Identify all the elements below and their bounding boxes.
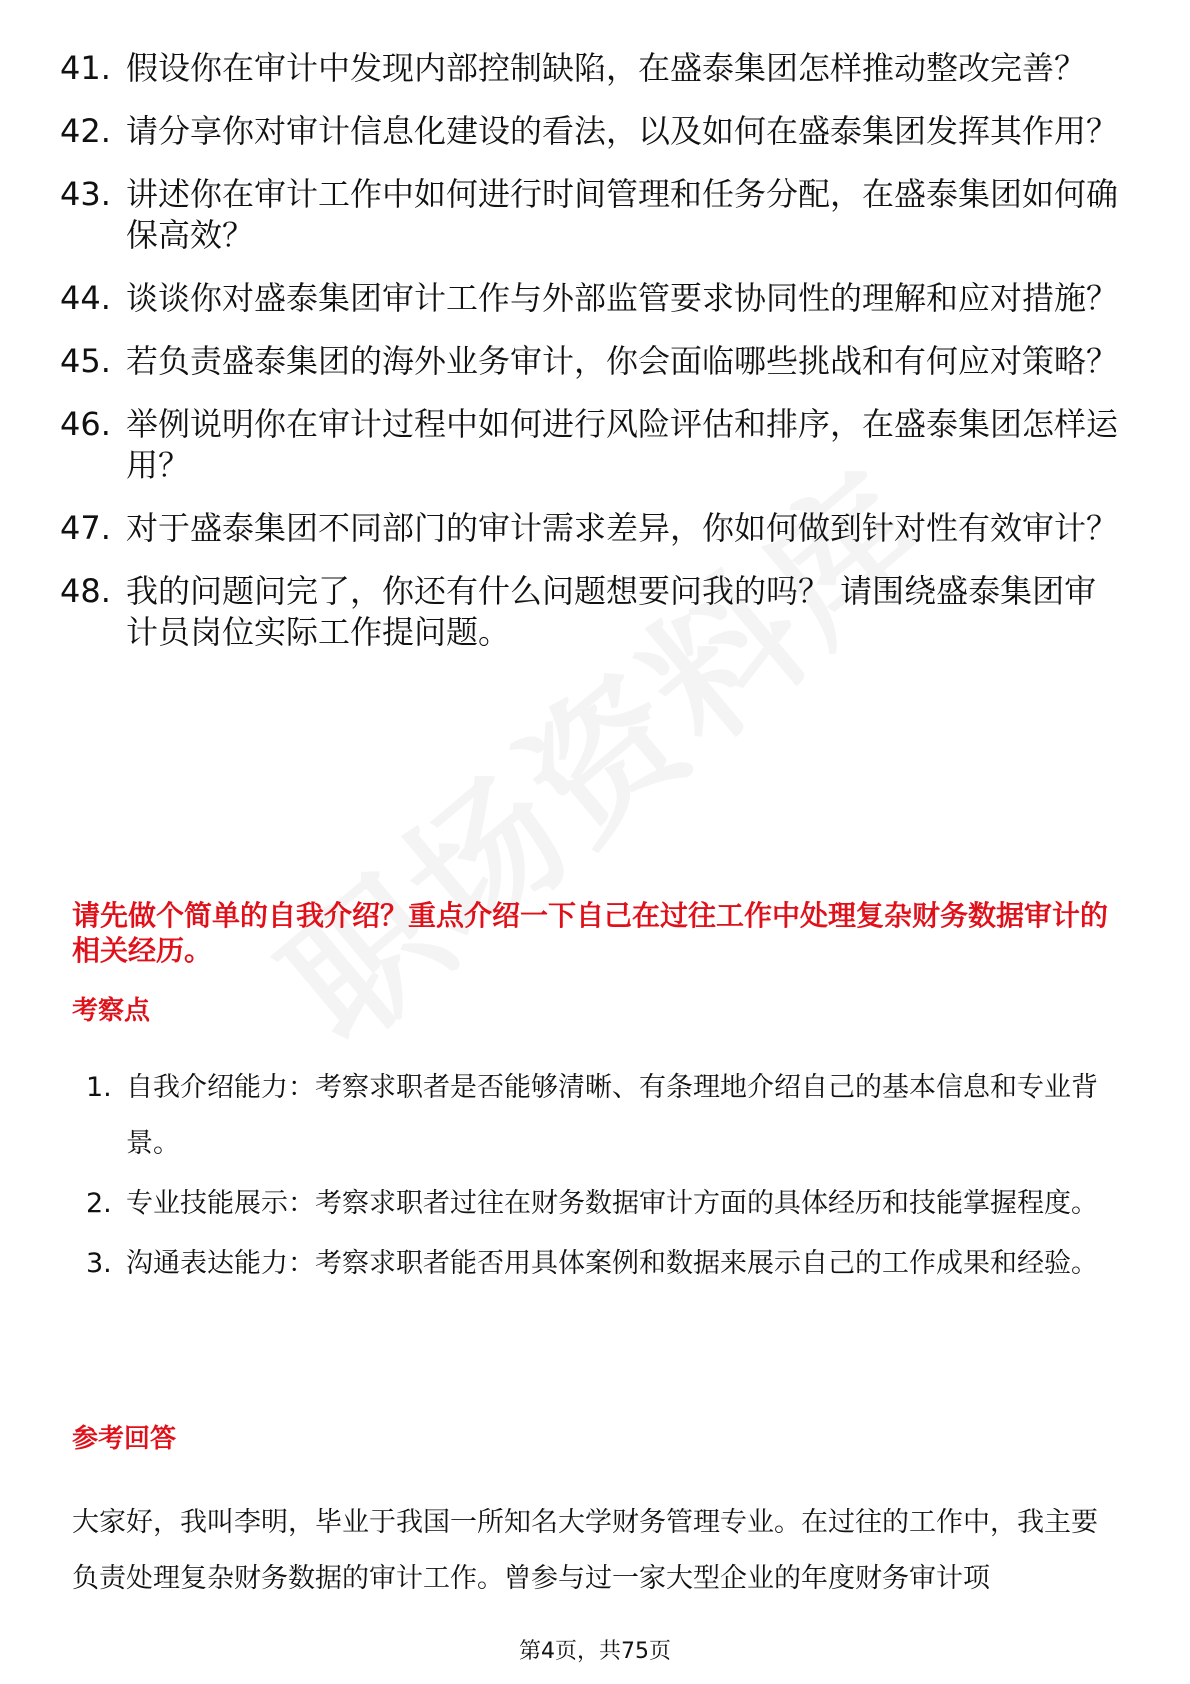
section-title: 请先做个简单的自我介绍？重点介绍一下自己在过往工作中处理复杂财务数据审计的相关经历。: [72, 899, 1109, 967]
question-item: [60, 174, 1120, 256]
question-item: [60, 278, 1120, 319]
point-number: 3.: [86, 1248, 112, 1279]
assessment-point: [86, 1176, 1122, 1232]
question-text: 谈谈你对盛泰集团审计工作与外部监管要求协同性的理解和应对措施？: [126, 279, 1119, 317]
question-list: [60, 48, 1120, 675]
question-number: 44.: [60, 279, 111, 317]
page-footer: 第4页，共75页: [519, 1639, 671, 1664]
question-text: 假设你在审计中发现内部控制缺陷，在盛泰集团怎样推动整改完善？: [126, 49, 1087, 87]
point-text: 专业技能展示：考察求职者过往在财务数据审计方面的具体经历和技能掌握程度。: [126, 1188, 1098, 1219]
question-item: [60, 508, 1120, 549]
question-item: [60, 341, 1120, 382]
question-number: 42.: [60, 112, 111, 150]
point-number: 2.: [86, 1188, 112, 1219]
question-number: 45.: [60, 342, 111, 380]
question-text: 若负责盛泰集团的海外业务审计，你会面临哪些挑战和有何应对策略？: [126, 342, 1119, 380]
question-text: 我的问题问完了，你还有什么问题想要问我的吗？ 请围绕盛泰集团审计员岗位实际工作提问题。: [126, 572, 1097, 651]
question-number: 46.: [60, 405, 111, 443]
question-item: [60, 111, 1120, 152]
question-text: 讲述你在审计工作中如何进行时间管理和任务分配，在盛泰集团如何确保高效？: [126, 175, 1119, 254]
question-number: 43.: [60, 175, 111, 213]
question-item: [60, 571, 1120, 653]
point-text: 自我介绍能力：考察求职者是否能够清晰、有条理地介绍自己的基本信息和专业背景。: [126, 1072, 1098, 1159]
question-item: [60, 404, 1120, 486]
question-number: 47.: [60, 509, 111, 547]
answer-heading: 参考回答: [72, 1424, 177, 1454]
answer-text: 大家好，我叫李明，毕业于我国一所知名大学财务管理专业。在过往的工作中，我主要负责处理复杂财务数据的审计工作。曾参与过一家大型企业的年度财务审计项: [72, 1507, 1098, 1594]
assessment-points: [86, 1060, 1122, 1296]
question-text: 对于盛泰集团不同部门的审计需求差异，你如何做到针对性有效审计？: [126, 509, 1119, 547]
assessment-point: [86, 1236, 1122, 1292]
question-number: 48.: [60, 572, 111, 610]
point-text: 沟通表达能力：考察求职者能否用具体案例和数据来展示自己的工作成果和经验。: [126, 1248, 1098, 1279]
question-item: [60, 48, 1120, 89]
question-text: 请分享你对审计信息化建设的看法，以及如何在盛泰集团发挥其作用？: [126, 112, 1119, 150]
question-text: 举例说明你在审计过程中如何进行风险评估和排序，在盛泰集团怎样运用？: [126, 405, 1119, 484]
assessment-heading: 考察点: [72, 996, 151, 1026]
point-number: 1.: [86, 1072, 112, 1103]
question-number: 41.: [60, 49, 111, 87]
assessment-point: [86, 1060, 1122, 1172]
